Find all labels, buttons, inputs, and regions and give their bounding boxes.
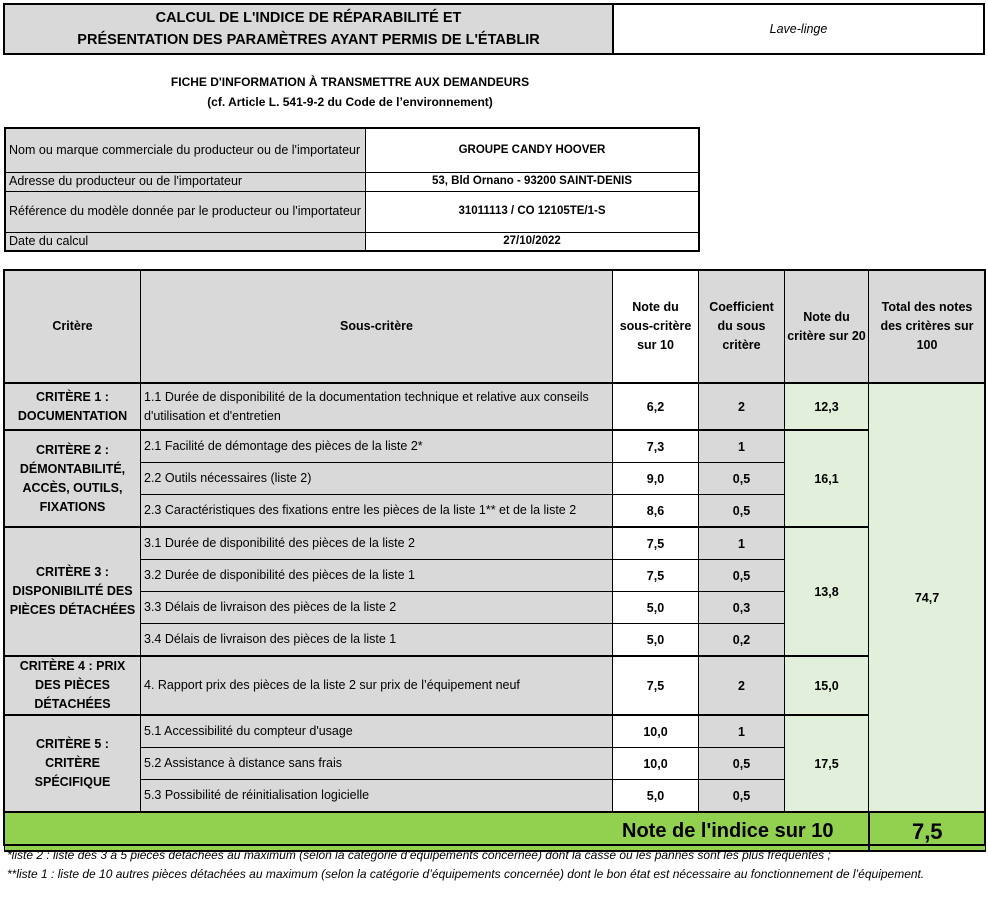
header-note10: Note du sous-critère sur 10 [613,271,699,384]
criterion-note20: 17,5 [785,715,869,812]
criterion-name: CRITÈRE 3 : DISPONIBILITÉ DES PIÈCES DÉTACHÉES [5,527,141,656]
criterion-note20: 12,3 [785,383,869,430]
info-row [5,172,699,191]
sub-criterion-coef: 1 [699,715,785,748]
sub-criterion-coef: 0,5 [699,748,785,780]
sub-criterion-note: 8,6 [613,495,699,528]
info-label: Adresse du producteur ou de l'importateur [5,172,366,191]
sub-criterion-coef: 2 [699,656,785,715]
criterion-note20: 15,0 [785,656,869,715]
sub-criterion-coef: 2 [699,383,785,430]
sub-criterion-note: 5,0 [613,780,699,813]
sub-criterion-label: 2.3 Caractéristiques des fixations entre les pièces de la liste 1** et de la liste 2 [141,495,613,528]
sub-criterion-note: 7,5 [613,560,699,592]
criterion-name: CRITÈRE 2 : DÉMONTABILITÉ, ACCÈS, OUTILS, FIXATIONS [5,430,141,527]
criterion-name: CRITÈRE 1 : DOCUMENTATION [5,383,141,430]
sub-criterion-label: 3.1 Durée de disponibilité des pièces de la liste 2 [141,527,613,560]
criterion-name: CRITÈRE 5 : CRITÈRE SPÉCIFIQUE [5,715,141,812]
criterion-name: CRITÈRE 4 : PRIX DES PIÈCES DÉTACHÉES [5,656,141,715]
criterion-note20: 13,8 [785,527,869,656]
sub-criterion-label: 2.1 Facilité de démontage des pièces de la liste 2* [141,430,613,463]
info-label: Référence du modèle donnée par le producteur ou l'importateur [5,191,366,232]
sub-criterion-note: 7,5 [613,527,699,560]
info-value: 53, Bld Ornano - 93200 SAINT-DENIS [366,172,700,191]
sub-criterion-label: 3.2 Durée de disponibilité des pièces de la liste 1 [141,560,613,592]
document-title [3,3,614,55]
sub-criterion-note: 10,0 [613,715,699,748]
sub-criterion-note: 7,5 [613,656,699,715]
info-value: 27/10/2022 [366,232,700,251]
sub-criterion-coef: 0,2 [699,624,785,657]
header-note20: Note du critère sur 20 [785,271,869,384]
criterion-note20: 16,1 [785,430,869,527]
info-row [5,191,699,232]
header-coef: Coefficient du sous critère [699,271,785,384]
table-row [5,430,986,463]
header-total: Total des notes des critères sur 100 [869,271,986,384]
table-row [5,715,986,748]
total-100: 74,7 [869,383,986,812]
footer-value: 7,5 [869,812,986,851]
product-type: Lave-linge [612,3,985,55]
info-label: Date du calcul [5,232,366,251]
sub-criterion-note: 5,0 [613,624,699,657]
sub-criterion-note: 9,0 [613,463,699,495]
sub-criterion-coef: 1 [699,430,785,463]
header-row [5,271,986,384]
footnotes [7,846,982,884]
sub-criterion-label: 4. Rapport prix des pièces de la liste 2 sur prix de l’équipement neuf [141,656,613,715]
sub-criterion-label: 5.1 Accessibilité du compteur d'usage [141,715,613,748]
producer-info-table [4,127,700,252]
sub-criterion-label: 2.2 Outils nécessaires (liste 2) [141,463,613,495]
sub-criterion-note: 5,0 [613,592,699,624]
footnote-liste-2: *liste 2 : liste des 3 à 5 pièces détachées au maximum (selon la catégorie d’équipements concernée) dont la casse ou les pannes sont les plus fréquentes ; [7,848,831,862]
sub-criterion-label: 3.4 Délais de livraison des pièces de la liste 1 [141,624,613,657]
criteria-table [4,270,986,852]
info-row [5,128,699,172]
info-label: Nom ou marque commerciale du producteur ou de l'importateur [5,128,366,172]
table-row [5,383,986,430]
header-critere: Critère [5,271,141,384]
sub-criterion-coef: 0,5 [699,560,785,592]
fiche-line-2: (cf. Article L. 541-9-2 du Code de l’environnement) [207,95,493,109]
sub-criterion-coef: 0,5 [699,495,785,528]
sub-criterion-note: 10,0 [613,748,699,780]
sub-criterion-label: 1.1 Durée de disponibilité de la documentation technique et relative aux conseils d'utilisation et d'entretien [141,383,613,430]
sub-criterion-coef: 1 [699,527,785,560]
sub-criterion-note: 7,3 [613,430,699,463]
footer-label: Note de l'indice sur 10 [5,812,869,851]
sub-criterion-label: 5.3 Possibilité de réinitialisation logicielle [141,780,613,813]
info-row [5,232,699,251]
sub-criterion-coef: 0,3 [699,592,785,624]
sub-criterion-coef: 0,5 [699,463,785,495]
title-line-1: CALCUL DE L'INDICE DE RÉPARABILITÉ ET [155,10,462,26]
title-line-2: PRÉSENTATION DES PARAMÈTRES AYANT PERMIS DE L'ÉTABLIR [77,32,540,48]
sub-criterion-coef: 0,5 [699,780,785,813]
sub-criterion-label: 5.2 Assistance à distance sans frais [141,748,613,780]
table-row [5,656,986,715]
header-sous-critere: Sous-critère [141,271,613,384]
table-row [5,527,986,560]
footnote-liste-1: **liste 1 : liste de 10 autres pièces détachées au maximum (selon la catégorie d’équipements concernée) dont le bon état est nécessaire au fonctionnement de l’équipement. [7,867,925,881]
info-value: 31011113 / CO 12105TE/1-S [366,191,700,232]
fiche-heading [0,72,700,112]
sub-criterion-note: 6,2 [613,383,699,430]
fiche-line-1: FICHE D'INFORMATION À TRANSMETTRE AUX DEMANDEURS [170,75,530,89]
sub-criterion-label: 3.3 Délais de livraison des pièces de la liste 2 [141,592,613,624]
info-value: GROUPE CANDY HOOVER [366,128,700,172]
